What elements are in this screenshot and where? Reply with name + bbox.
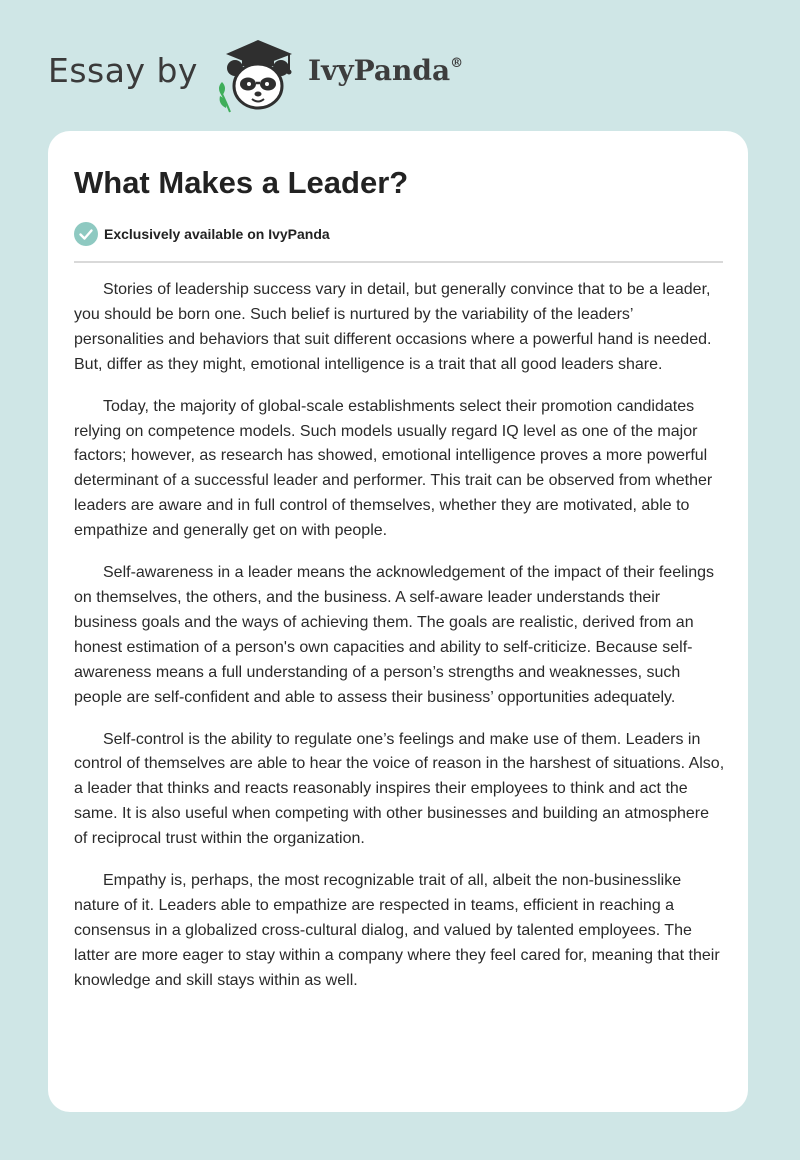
paragraph: Self-control is the ability to regulate one’s feelings and make use of them. Leaders in control of themselves are able to hear the voice of reason in the harshest of situations. Also, a leader that thinks and reacts reasonably inspires their employees to think and act the same. It is also useful when competing with other businesses and building an atmosphere of reciprocal trust within the organization. — [74, 730, 725, 848]
check-circle-icon — [74, 222, 98, 246]
brand-prefix: Essay by — [48, 50, 198, 90]
essay-card — [48, 131, 748, 1112]
brand-name[interactable]: IvyPanda® — [307, 53, 464, 87]
paragraph: Today, the majority of global-scale establishments select their promotion candidates relying on competence models. Such models usually regard IQ level as one of the major factors; however, as research has showed, emotional intelligence proves a more powerful determinant of a successful leader and performer. This trait can be observed from whether leaders are aware and in full control of themselves, whether they are motivated, able to empathize and generally get on with people. — [74, 397, 713, 540]
essay-body — [74, 278, 725, 1011]
paragraph: Empathy is, perhaps, the most recognizable trait of all, albeit the non-businesslike nature of it. Leaders able to empathize are respected in teams, efficient in reaching a consensus in a globalized cross-cultural dialog, and valued by talented employees. The latter are more eager to stay within a company where they feel cared for, meaning that their knowledge and skill stays within as well. — [74, 872, 720, 989]
panda-graduate-icon[interactable] — [212, 34, 304, 114]
paragraph: Stories of leadership success vary in detail, but generally convince that to be a leader, you should be born one. Such belief is nurtured by the variability of the leaders’ personalities and behaviors that suit different occasions where a powerful hand is needed. But, differ as they might, emotional intelligence is a trait that all good leaders share. — [74, 281, 712, 373]
site-header — [48, 34, 463, 114]
page-title: What Makes a Leader? — [74, 165, 409, 200]
exclusive-badge — [74, 222, 330, 246]
paragraph: Self-awareness in a leader means the acknowledgement of the impact of their feelings on themselves, the others, and the business. A self-aware leader understands their business goals and the ways of achieving them. The goals are realistic, derived from an honest estimation of a person's own capacities and ability to self-criticize. Because self-awareness means a full understanding of a person’s strengths and weaknesses, such people are self-confident and able to assess their business’ opportunities adequately. — [74, 564, 715, 706]
divider — [74, 261, 723, 263]
registered-mark: ® — [450, 55, 464, 71]
badge-label: Exclusively available on IvyPanda — [104, 226, 330, 242]
